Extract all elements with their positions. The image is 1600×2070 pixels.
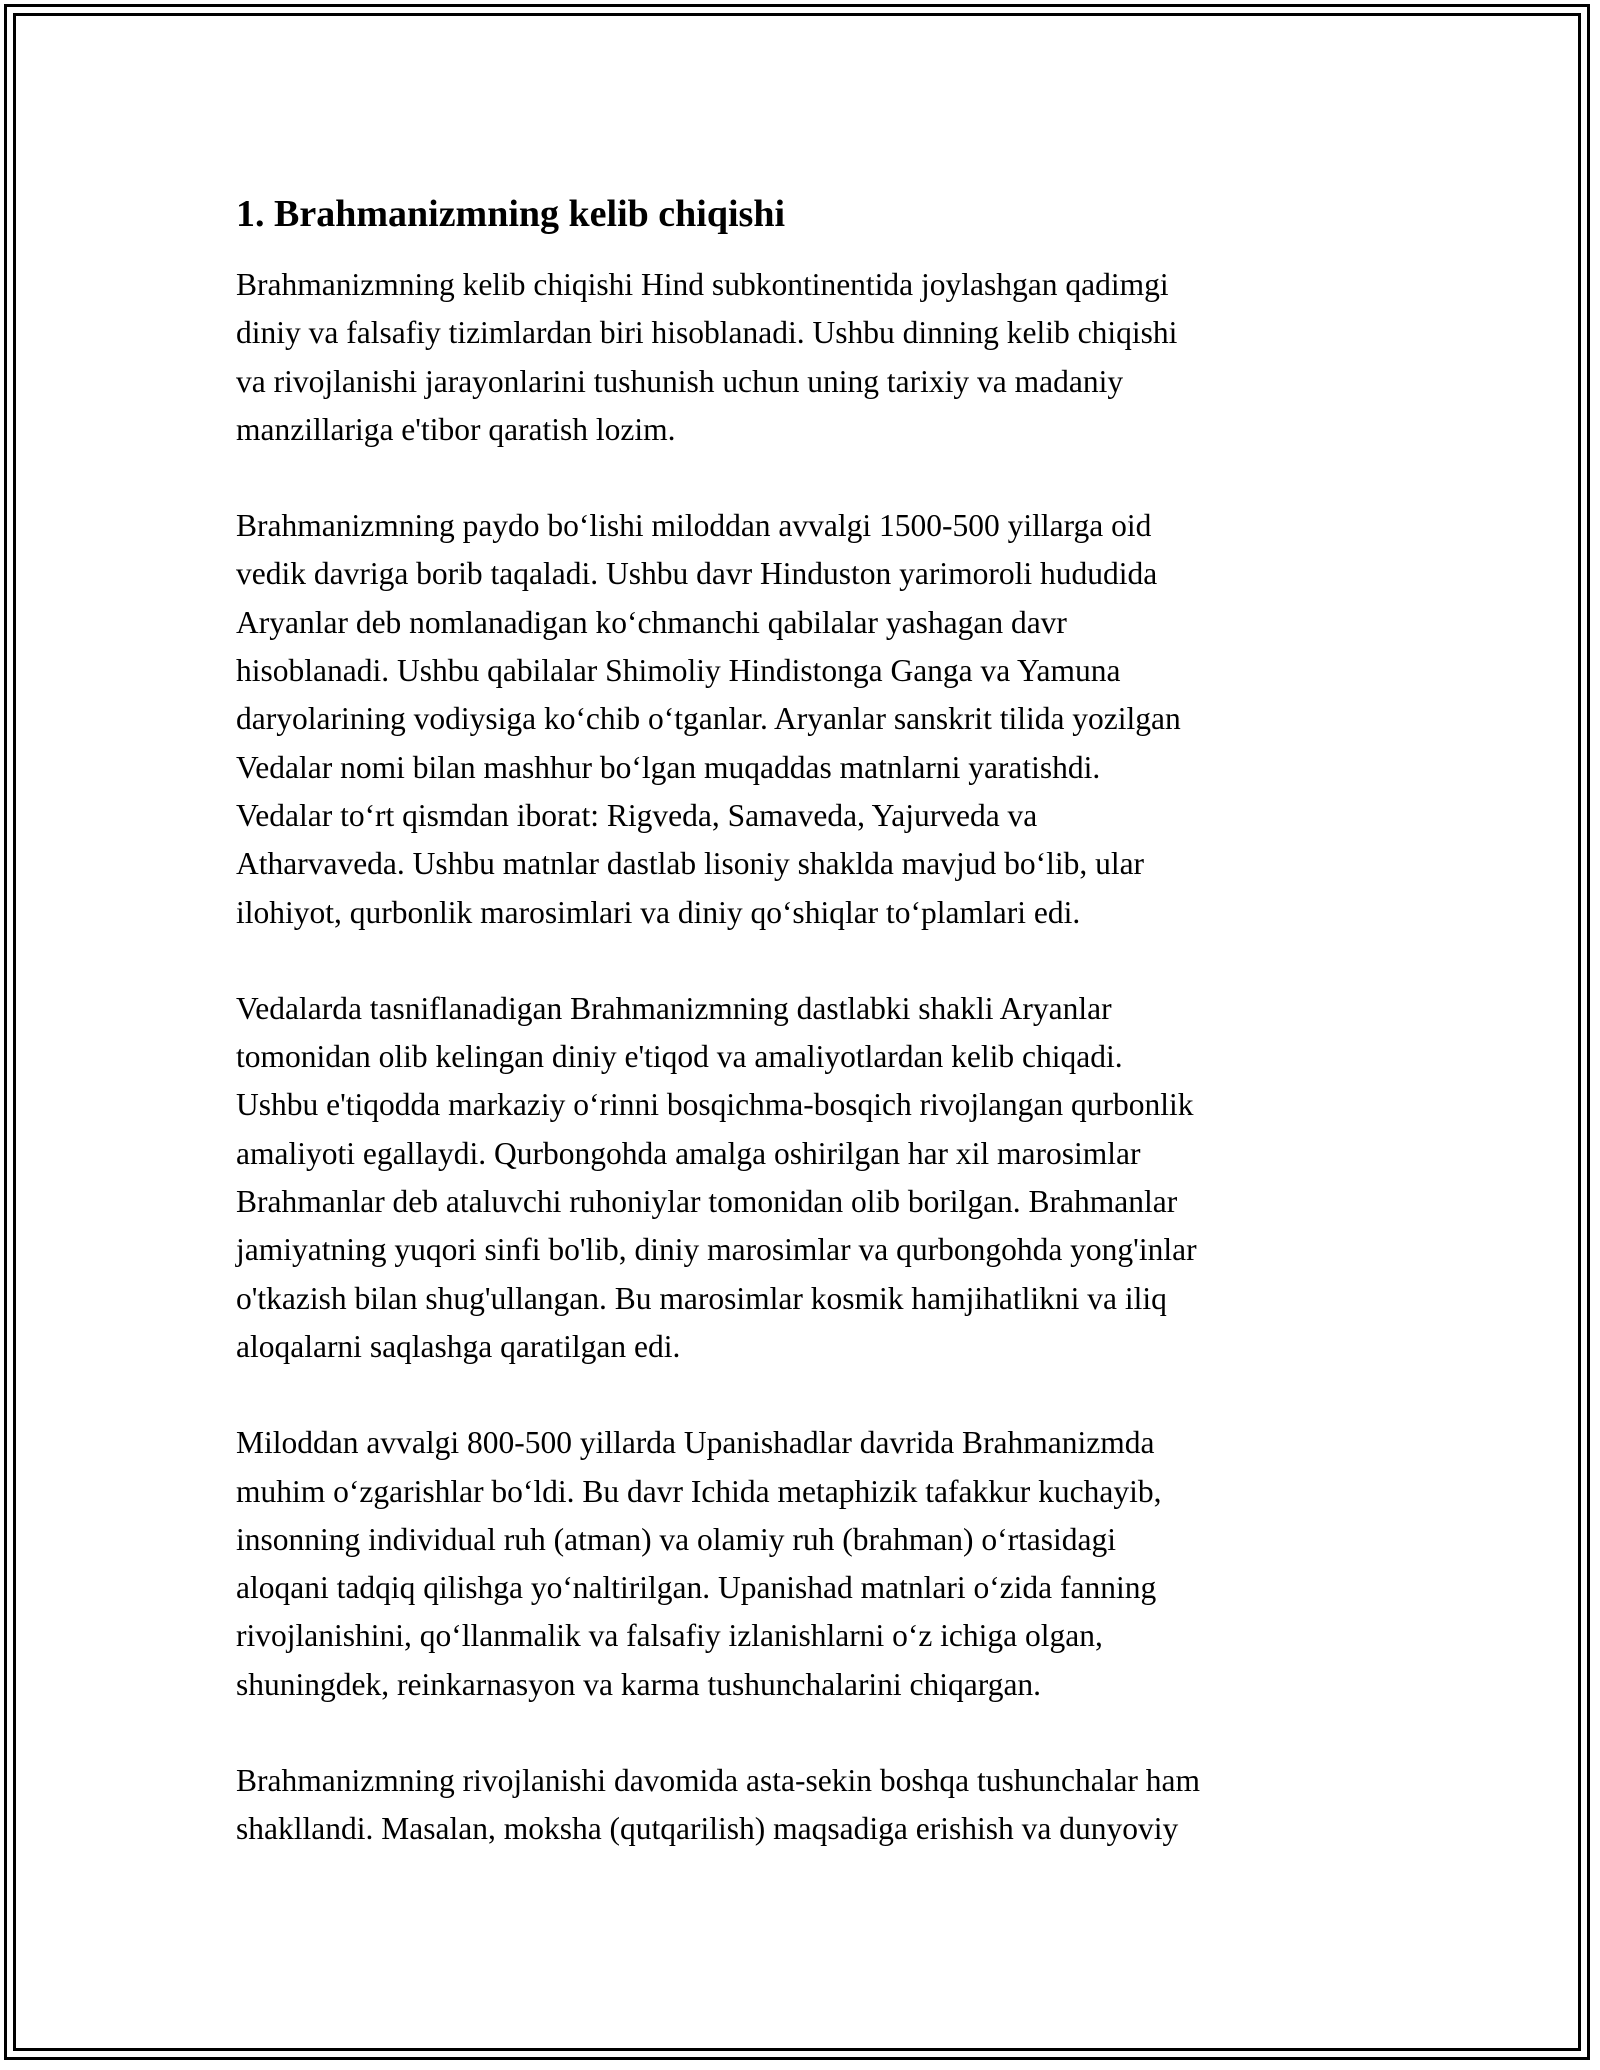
section-heading: 1. Brahmanizmning kelib chiqishi xyxy=(236,193,786,235)
paragraph-2 xyxy=(236,502,1364,937)
paragraph-line: va rivojlanishi jarayonlarini tushunish uchun uning tarixiy va madaniy xyxy=(236,363,1124,399)
paragraph-line: amaliyoti egallaydi. Qurbongohda amalga oshirilgan har xil marosimlar xyxy=(236,1135,1141,1171)
document-body xyxy=(236,185,1364,1902)
paragraph-1 xyxy=(236,261,1364,454)
paragraph-line: Vedalar nomi bilan mashhur bo‘lgan muqaddas matnlarni yaratishdi. xyxy=(236,749,1101,785)
paragraph-line: o'tkazish bilan shug'ullangan. Bu marosimlar kosmik hamjihatlikni va iliq xyxy=(236,1280,1167,1316)
paragraph-line: muhim o‘zgarishlar bo‘ldi. Bu davr Ichida metaphizik tafakkur kuchayib, xyxy=(236,1473,1162,1509)
paragraph-line: shakllandi. Masalan, moksha (qutqarilish) maqsadiga erishish va dunyoviy xyxy=(236,1811,1179,1847)
paragraph-line: shuningdek, reinkarnasyon va karma tushunchalarini chiqargan. xyxy=(236,1666,1042,1702)
paragraph-line: Brahmanizmning paydo bo‘lishi miloddan avvalgi 1500-500 yillarga oid xyxy=(236,508,1152,544)
paragraph-line: Atharvaveda. Ushbu matnlar dastlab lisoniy shaklda mavjud bo‘lib, ular xyxy=(236,846,1145,882)
paragraph-line: Vedalarda tasniflanadigan Brahmanizmning dastlabki shakli Aryanlar xyxy=(236,990,1112,1026)
paragraph-line: jamiyatning yuqori sinfi bo'lib, diniy marosimlar va qurbongohda yong'inlar xyxy=(236,1232,1197,1268)
paragraph-line: daryolarining vodiysiga ko‘chib o‘tganlar. Aryanlar sanskrit tilida yozilgan xyxy=(236,701,1181,737)
paragraph-line: tomonidan olib kelingan diniy e'tiqod va amaliyotlardan kelib chiqadi. xyxy=(236,1039,1123,1075)
paragraph-line: aloqani tadqiq qilishga yo‘naltirilgan. Upanishad matnlari o‘zida fanning xyxy=(236,1570,1157,1606)
paragraph-line: Brahmanizmning rivojlanishi davomida asta-sekin boshqa tushunchalar ham xyxy=(236,1763,1201,1799)
paragraph-line: hisoblanadi. Ushbu qabilalar Shimoliy Hindistonga Ganga va Yamuna xyxy=(236,653,1121,689)
paragraph-line: vedik davriga borib taqaladi. Ushbu davr Hinduston yarimoroli hududida xyxy=(236,556,1158,592)
paragraph-line: Aryanlar deb nomlanadigan ko‘chmanchi qabilalar yashagan davr xyxy=(236,604,1067,640)
paragraph-4 xyxy=(236,1419,1364,1709)
paragraph-line: Brahmanizmning kelib chiqishi Hind subkontinentida joylashgan qadimgi xyxy=(236,267,1169,302)
paragraph-line: aloqalarni saqlashga qaratilgan edi. xyxy=(236,1328,681,1364)
paragraph-line: manzillariga e'tibor qaratish lozim. xyxy=(236,411,676,447)
paragraph-line: rivojlanishini, qo‘llanmalik va falsafiy izlanishlarni o‘z ichiga olgan, xyxy=(236,1618,1103,1654)
paragraph-line: Brahmanlar deb ataluvchi ruhoniylar tomonidan olib borilgan. Brahmanlar xyxy=(236,1184,1178,1220)
paragraph-line: insonning individual ruh (atman) va olamiy ruh (brahman) o‘rtasidagi xyxy=(236,1521,1117,1557)
paragraph-5 xyxy=(236,1757,1364,1854)
paragraph-line: Miloddan avvalgi 800-500 yillarda Upanishadlar davrida Brahmanizmda xyxy=(236,1425,1155,1461)
paragraph-line: ilohiyot, qurbonlik marosimlari va diniy qo‘shiqlar to‘plamlari edi. xyxy=(236,894,1081,930)
paragraph-line: Vedalar to‘rt qismdan iborat: Rigveda, Samaveda, Yajurveda va xyxy=(236,797,1038,833)
paragraph-line: diniy va falsafiy tizimlardan biri hisoblanadi. Ushbu dinning kelib chiqishi xyxy=(236,315,1178,351)
paragraph-line: Ushbu e'tiqodda markaziy o‘rinni bosqichma-bosqich rivojlangan qurbonlik xyxy=(236,1087,1194,1123)
paragraph-3 xyxy=(236,985,1364,1371)
